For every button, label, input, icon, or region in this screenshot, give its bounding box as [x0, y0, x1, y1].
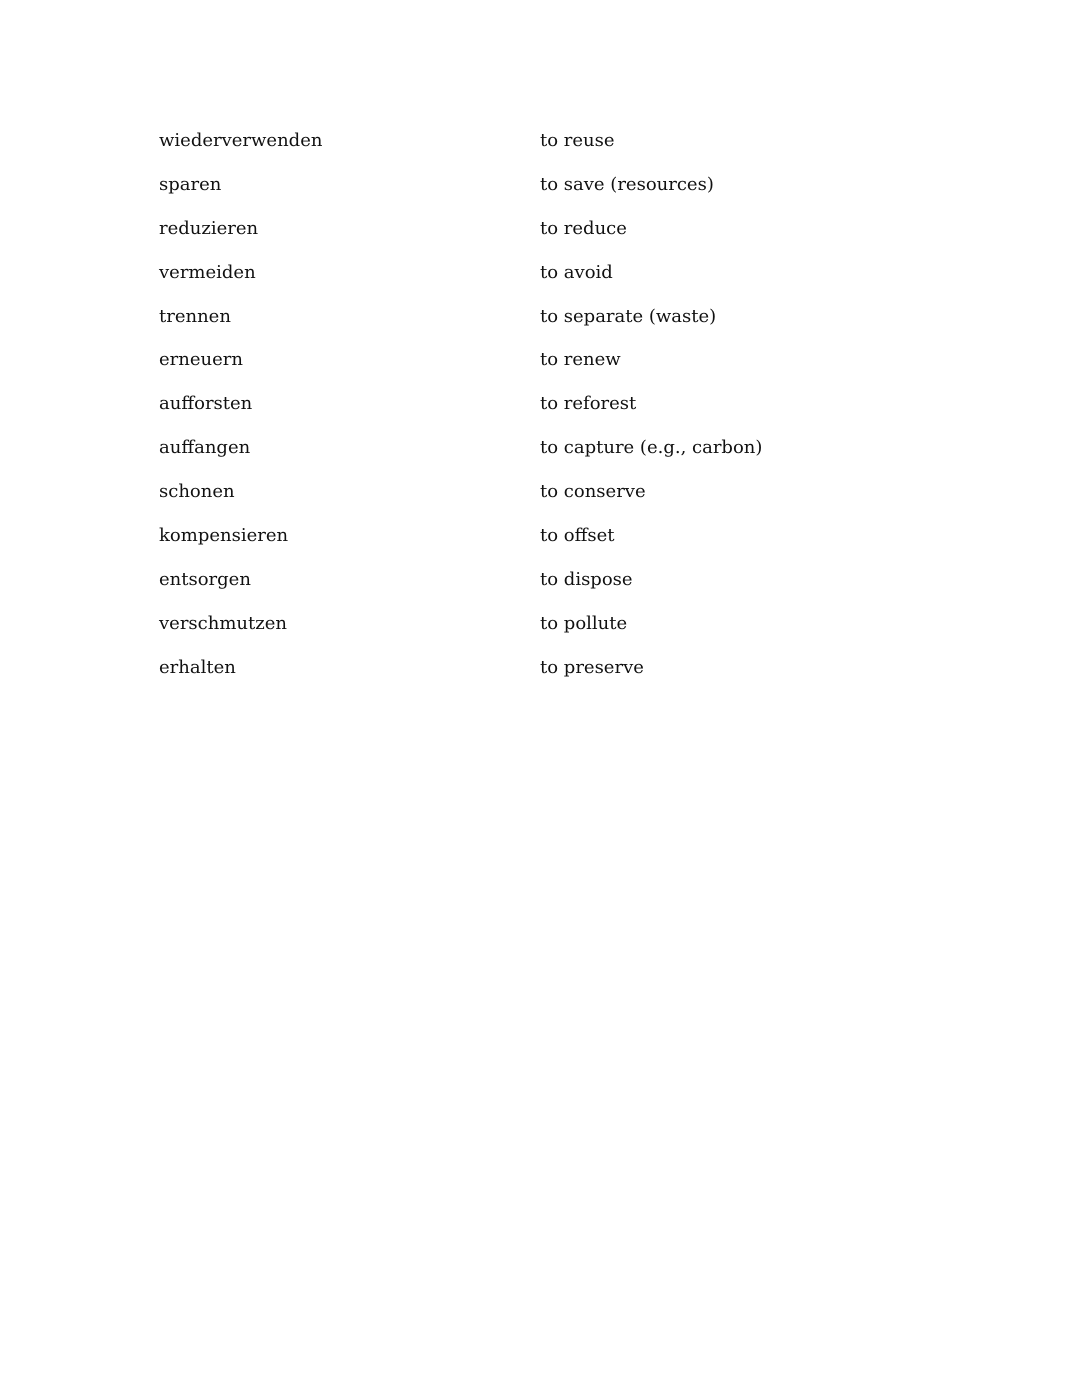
english-translation: to reuse — [540, 130, 615, 151]
english-translation: to preserve — [540, 656, 644, 678]
vocab-row — [159, 655, 859, 699]
german-term: erhalten — [159, 656, 236, 678]
english-translation: to renew — [540, 349, 621, 371]
vocab-row — [159, 347, 859, 391]
vocab-row — [159, 216, 859, 260]
german-term: vermeiden — [159, 261, 256, 283]
vocab-row — [159, 391, 859, 435]
english-translation: to avoid — [540, 261, 613, 283]
german-term: reduzieren — [159, 217, 259, 239]
german-term: kompensieren — [159, 525, 289, 547]
german-term: erneuern — [159, 349, 243, 371]
vocab-row — [159, 128, 859, 172]
german-term: sparen — [159, 173, 222, 195]
vocab-row — [159, 479, 859, 523]
english-translation: to separate (waste) — [540, 305, 717, 327]
english-translation: to conserve — [540, 481, 646, 503]
english-translation: to save (resources) — [540, 173, 714, 195]
german-term: schonen — [159, 481, 235, 503]
german-term: auffangen — [159, 437, 251, 459]
vocab-row — [159, 260, 859, 304]
vocab-row — [159, 567, 859, 611]
german-term: wiederverwenden — [159, 130, 323, 151]
english-translation: to offset — [540, 525, 615, 547]
vocab-row — [159, 611, 859, 655]
english-translation: to pollute — [540, 612, 628, 634]
german-term: entsorgen — [159, 568, 251, 590]
english-translation: to capture (e.g., carbon) — [540, 437, 763, 459]
vocab-row — [159, 435, 859, 479]
vocab-row — [159, 304, 859, 348]
german-term: verschmutzen — [159, 612, 287, 634]
english-translation: to dispose — [540, 568, 633, 590]
english-translation: to reforest — [540, 393, 637, 415]
vocab-row — [159, 172, 859, 216]
german-term: aufforsten — [159, 393, 253, 415]
vocab-row — [159, 523, 859, 567]
vocabulary-list — [159, 128, 859, 699]
english-translation: to reduce — [540, 217, 627, 239]
german-term: trennen — [159, 305, 231, 327]
